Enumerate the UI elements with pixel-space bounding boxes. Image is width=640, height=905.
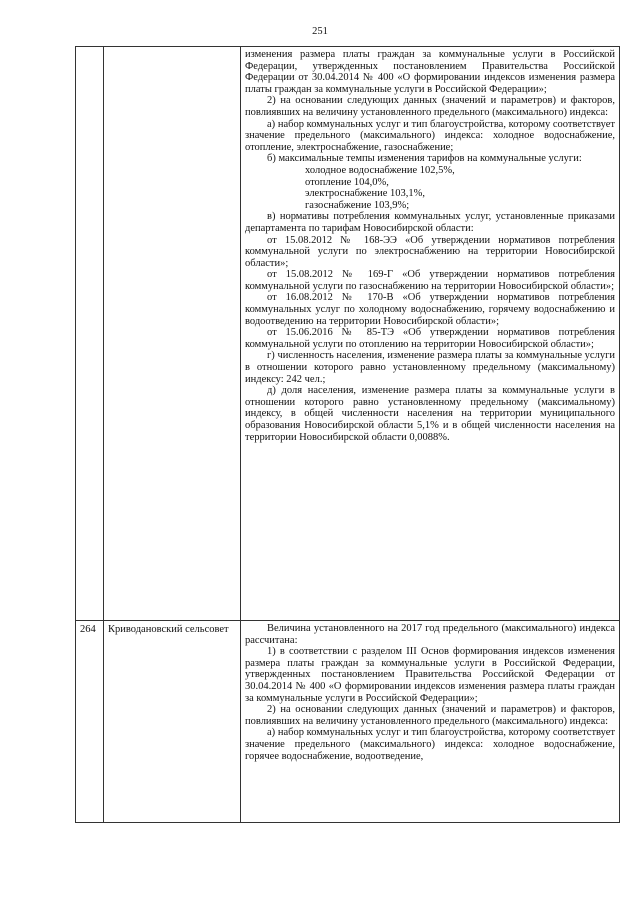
paragraph: а) набор коммунальных услуг и тип благоустройства, которому соответствует значение предельного (максимального) индекса: холодное водоснабжение, горячее водоснабжение, водоотведение, (245, 727, 615, 762)
municipality-name: Криводановский сельсовет (108, 624, 229, 635)
paragraph: холодное водоснабжение 102,5%, (305, 164, 455, 176)
description-cell (241, 621, 620, 823)
paragraph: отопление 104,0%, (305, 176, 389, 188)
paragraph: изменения размера платы граждан за коммунальные услуги в Российской Федерации, утвержденных постановлением Правительства Российской Федерации от 30.04.2014 № 400 «О формировании индексов изменения размера платы граждан за коммунальные услуги в Российской Федерации»; (245, 49, 615, 95)
paragraph: в) нормативы потребления коммунальных услуг, установленные приказами департамента по тарифам Новосибирской области: (245, 211, 615, 234)
paragraph: от 15.06.2016 № 85-ТЭ «Об утверждении нормативов потребления коммунальной услуги по отоплению на территории Новосибирской области»; (245, 327, 615, 350)
table-row (76, 47, 620, 621)
paragraph: Величина установленного на 2017 год предельного (максимального) индекса рассчитана: (245, 623, 615, 646)
paragraph: б) максимальные темпы изменения тарифов на коммунальные услуги: (267, 153, 582, 165)
description-text (241, 621, 619, 766)
paragraph: а) набор коммунальных услуг и тип благоустройства, которому соответствует значение предельного (максимального) индекса: холодное водоснабжение, отопление, электроснабжение, газоснабжение; (245, 118, 615, 153)
municipality-cell (104, 621, 241, 823)
paragraph: от 15.08.2012 № 168-ЭЭ «Об утверждении нормативов потребления коммунальной услуги по электроснабжению на территории Новосибирской области»; (245, 234, 615, 269)
paragraph: от 15.08.2012 № 169-Г «Об утверждении нормативов потребления коммунальной услуги по газоснабжению на территории Новосибирской области»; (245, 269, 615, 292)
row-number (76, 47, 103, 53)
table-row (76, 621, 620, 823)
paragraph: электроснабжение 103,1%, (305, 188, 425, 200)
municipality-cell (104, 47, 241, 621)
document-table (75, 46, 620, 823)
paragraph: г) численность населения, изменение размера платы за коммунальные услуги в отношении которого равно установленному предельному (максимальному) индексу: 242 чел.; (245, 350, 615, 385)
paragraph: 2) на основании следующих данных (значений и параметров) и факторов, повлиявших на величину установленного предельного (максимального) индекса: (245, 704, 615, 727)
page-number: 251 (312, 26, 328, 37)
row-number-cell (76, 621, 104, 823)
description-cell (241, 47, 620, 621)
paragraph: газоснабжение 103,9%; (305, 199, 410, 211)
municipality-name (104, 47, 240, 53)
row-number: 264 (80, 624, 96, 635)
paragraph: 2) на основании следующих данных (значений и параметров) и факторов, повлиявших на величину установленного предельного (максимального) индекса: (245, 95, 615, 118)
description-text (241, 47, 619, 447)
paragraph: от 16.08.2012 № 170-В «Об утверждении нормативов потребления коммунальных услуг по холодному водоснабжению, горячему водоснабжению и водоотведению на территории Новосибирской области»; (245, 292, 615, 327)
row-number-cell (76, 47, 104, 621)
paragraph: 1) в соответствии с разделом III Основ формирования индексов изменения размера платы граждан за коммунальные услуги в Российской Федерации, утвержденных постановлением Правительства Российской Федерации от 30.04.2014 № 400 «О формировании индексов изменения размера платы граждан за коммунальные услуги в Российской Федерации»; (245, 646, 615, 704)
paragraph: д) доля населения, изменение размера платы за коммунальные услуги в отношении которого равно установленному предельному (максимальному) индексу, в общей численности населения на территории муниципального образования Новосибирской области 5,1% и в общей численности населения на территории Новосибирской области 0,0088%. (245, 385, 615, 443)
